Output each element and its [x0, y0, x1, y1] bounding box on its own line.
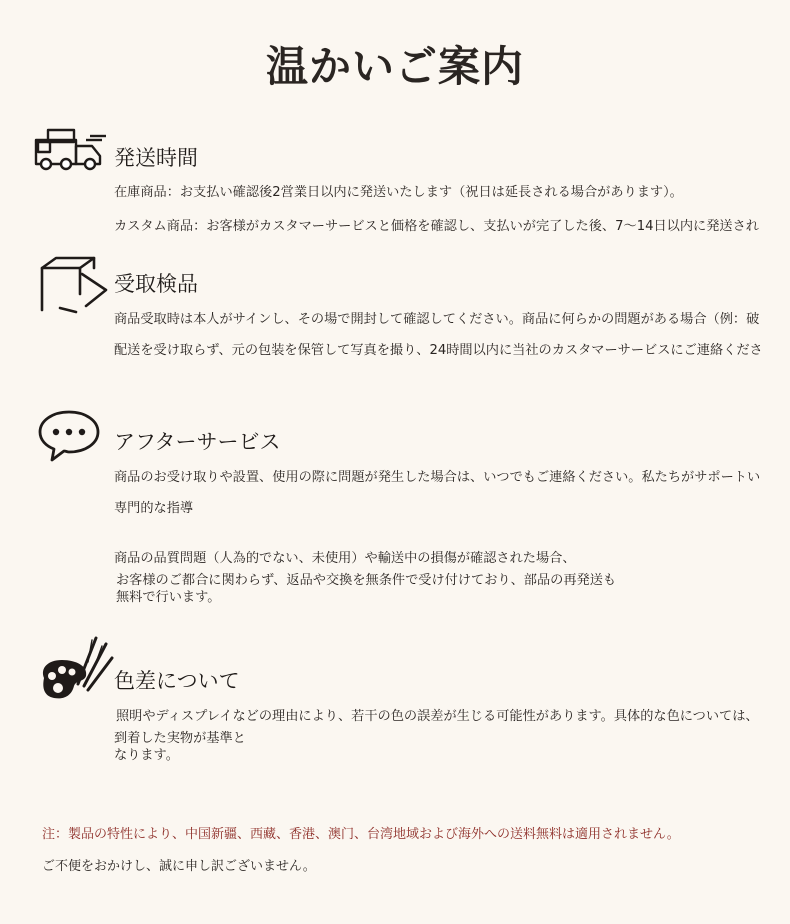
body-line: 配送を受け取らず、元の包装を保管して写真を撮り、24時間以内に当社のカスタマーサービスにご連絡くださ — [114, 343, 763, 358]
body-line: 商品受取時は本人がサインし、その場で開封して確認してください。商品に何らかの問題がある場合（例：破 — [114, 312, 760, 327]
body-line: 照明やディスプレイなどの理由により、若干の色の誤差が生じる可能性があります。具体的な色については、 — [116, 709, 759, 724]
section-heading: 発送時間 — [114, 146, 198, 170]
section-heading: 色差について — [114, 669, 240, 693]
shipping-exclusion-note: 注：製品の特性により、中国新疆、西藏、香港、澳门、台湾地域および海外への送料無料は適用されません。 — [42, 827, 680, 842]
page-title: 温かいご案内 — [265, 42, 524, 91]
body-line: お客様のご都合に関わらず、返品や交換を無条件で受け付けており、部品の再発送も — [116, 573, 617, 588]
section-heading: 受取検品 — [114, 272, 198, 296]
section-heading: アフターサービス — [114, 430, 281, 454]
chat-bubble-icon — [36, 408, 102, 464]
apology-note: ご不便をおかけし、誠に申し訳ございません。 — [42, 859, 316, 874]
body-line: 在庫商品：お支払い確認後2営業日以内に発送いたします（祝日は延長される場合があります）。 — [114, 185, 683, 200]
body-line: 商品のお受け取りや設置、使用の際に問題が発生した場合は、いつでもご連絡ください。私たちがサポートい — [114, 470, 761, 485]
body-line: 到着した実物が基準と — [114, 731, 246, 746]
body-line: 専門的な指導 — [114, 501, 194, 516]
palette-icon — [36, 632, 114, 704]
truck-icon — [32, 126, 112, 174]
body-line: なります。 — [114, 748, 179, 763]
body-line: 商品の品質問題（人為的でない、未使用）や輸送中の損傷が確認された場合、 — [114, 551, 576, 566]
body-line: カスタム商品：お客様がカスタマーサービスと価格を確認し、支払いが完了した後、7〜14日以内に発送され — [114, 219, 759, 234]
box-icon — [36, 254, 112, 318]
body-line: 無料で行います。 — [116, 590, 221, 605]
